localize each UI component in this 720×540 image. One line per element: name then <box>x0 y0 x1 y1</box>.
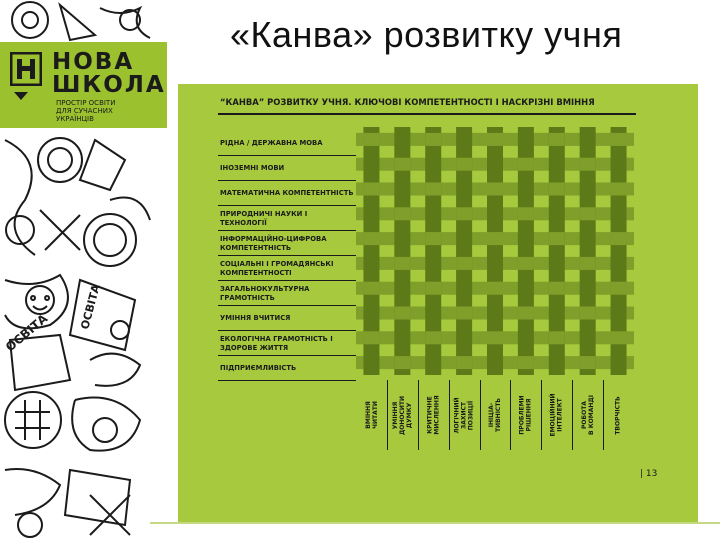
weave-crossing <box>487 183 503 196</box>
skill-column-divider <box>541 380 542 450</box>
weave-crossing <box>456 257 472 270</box>
weave-grid <box>356 127 634 375</box>
competence-row-divider <box>218 230 356 231</box>
competence-row-label: УМІННЯ ВЧИТИСЯ <box>220 314 291 322</box>
weave-crossing <box>518 307 534 320</box>
weave-crossing <box>425 331 441 344</box>
weave-crossing <box>549 133 565 146</box>
skill-column-label <box>391 384 413 446</box>
figure-heading-rule <box>218 113 636 115</box>
weave-crossing <box>611 133 627 146</box>
weave-crossing <box>363 282 379 295</box>
skill-column-text: ПРОБЛЕМИ РІШЕННЯ <box>518 395 533 435</box>
weave-crossing <box>518 207 534 220</box>
skill-column-label <box>422 384 444 446</box>
competence-row-divider <box>218 355 356 356</box>
weave-crossing <box>580 257 596 270</box>
weave-crossing <box>611 232 627 245</box>
competence-row-label: СОЦІАЛЬНІ І ГРОМАДЯНСЬКІ КОМПЕТЕНТНОСТІ <box>220 259 334 277</box>
skill-column-text: УМІННЯ ДОНОСИТИ ДУМКУ <box>391 395 413 435</box>
weave-crossing <box>363 183 379 196</box>
weave-crossing <box>394 158 410 171</box>
competence-row-label: ЕКОЛОГІЧНА ГРАМОТНІСТЬ І ЗДОРОВЕ ЖИТТЯ <box>220 334 333 352</box>
competence-row-label: МАТЕМАТИЧНА КОМПЕТЕНТНІСТЬ <box>220 189 354 197</box>
weave-crossing <box>580 356 596 369</box>
competence-row-divider <box>218 155 356 156</box>
weave-crossing <box>549 183 565 196</box>
competence-row-label: ІНОЗЕМНІ МОВИ <box>220 164 285 172</box>
weave-crossing <box>549 331 565 344</box>
logo-line-2: ШКОЛА <box>52 72 166 98</box>
weave-crossing <box>580 158 596 171</box>
weave-crossing <box>549 282 565 295</box>
weave-crossing <box>394 257 410 270</box>
skill-column-text: КРИТИЧНЕ МИСЛЕННЯ <box>426 395 441 435</box>
skill-column-divider <box>449 380 450 450</box>
skill-column-label <box>360 384 382 446</box>
weave-crossing <box>456 356 472 369</box>
weave-crossing <box>487 232 503 245</box>
competence-row-label: ПІДПРИЄМЛИВІСТЬ <box>220 364 297 372</box>
slide-title: «Канва» розвитку учня <box>230 14 623 55</box>
figure-heading: “КАНВА” РОЗВИТКУ УЧНЯ. КЛЮЧОВІ КОМПЕТЕНТНОСТІ І НАСКРІЗНІ ВМІННЯ <box>220 97 595 107</box>
svg-text:ОСВІТА: ОСВІТА <box>78 283 103 331</box>
skill-column-text: РОБОТА В КОМАНДІ <box>580 395 595 435</box>
weave-crossing <box>363 232 379 245</box>
skill-column-divider <box>418 380 419 450</box>
skill-column-text: ВМІННЯ ЧИТАТИ <box>364 401 379 429</box>
weave-crossing <box>456 207 472 220</box>
skill-column-label <box>515 384 537 446</box>
weave-crossing <box>425 232 441 245</box>
weave-crossing <box>487 331 503 344</box>
weave-crossing <box>487 133 503 146</box>
weave-crossing <box>518 257 534 270</box>
skill-column-label <box>546 384 568 446</box>
weave-crossing <box>487 282 503 295</box>
weave-crossing <box>580 307 596 320</box>
weave-crossing <box>394 307 410 320</box>
nova-shkola-logo <box>0 42 167 128</box>
logo-mark-icon <box>10 52 42 86</box>
weave-crossing <box>549 232 565 245</box>
competence-row-divider <box>218 180 356 181</box>
competence-row-divider <box>218 205 356 206</box>
skill-column-divider <box>572 380 573 450</box>
skill-column-text: ТВОРЧІСТЬ <box>615 395 623 435</box>
skill-column-label <box>453 384 475 446</box>
logo-tagline: ПРОСТІР ОСВІТИ ДЛЯ СУЧАСНИХ УКРАЇНЦІВ <box>56 99 116 123</box>
competence-row-label: ЗАГАЛЬНОКУЛЬТУРНА ГРАМОТНІСТЬ <box>220 284 310 302</box>
weave-crossing <box>394 356 410 369</box>
weave-crossing <box>425 282 441 295</box>
skill-column-label <box>484 384 506 446</box>
skill-column-text: ІНІЦІА- ТИВНІСТЬ <box>488 397 503 433</box>
competence-row-label: РІДНА / ДЕРЖАВНА МОВА <box>220 139 323 147</box>
logo-line-1: НОВА <box>52 49 135 75</box>
competence-row-divider <box>218 380 356 381</box>
skill-column-text: ЛОГІЧНИЙ ЗАХИСТ ПОЗИЦІЇ <box>453 396 475 434</box>
weave-crossing <box>363 331 379 344</box>
weave-crossing <box>518 356 534 369</box>
weave-crossing <box>518 158 534 171</box>
weave-crossing <box>425 133 441 146</box>
weave-crossing <box>611 331 627 344</box>
competence-row-label: ПРИРОДНИЧІ НАУКИ І ТЕХНОЛОГІЇ <box>220 209 308 227</box>
logo-triangle-icon <box>14 92 28 100</box>
weave-crossing <box>456 307 472 320</box>
competence-row-divider <box>218 280 356 281</box>
skill-column-label <box>608 384 630 446</box>
bottom-divider <box>150 522 720 524</box>
weave-crossing <box>394 207 410 220</box>
skill-column-divider <box>387 380 388 450</box>
weave-crossing <box>580 207 596 220</box>
skill-column-divider <box>480 380 481 450</box>
skill-column-text: ЕМОЦІЙНИЙ ІНТЕЛЕКТ <box>549 393 564 437</box>
competence-row-divider <box>218 255 356 256</box>
weave-crossing <box>456 158 472 171</box>
svg-text:ОСВІТА: ОСВІТА <box>2 311 51 355</box>
weave-crossing <box>425 183 441 196</box>
weave-crossing <box>611 282 627 295</box>
canvas-figure <box>178 84 698 524</box>
skill-column-divider <box>603 380 604 450</box>
weave-crossing <box>363 133 379 146</box>
competence-row-divider <box>218 330 356 331</box>
skill-column-divider <box>510 380 511 450</box>
competence-row-divider <box>218 305 356 306</box>
figure-page-number: | 13 <box>640 469 658 479</box>
skill-column-label <box>577 384 599 446</box>
competence-row-label: ІНФОРМАЦІЙНО-ЦИФРОВА КОМПЕТЕНТНІСТЬ <box>220 234 327 252</box>
weave-crossing <box>611 183 627 196</box>
